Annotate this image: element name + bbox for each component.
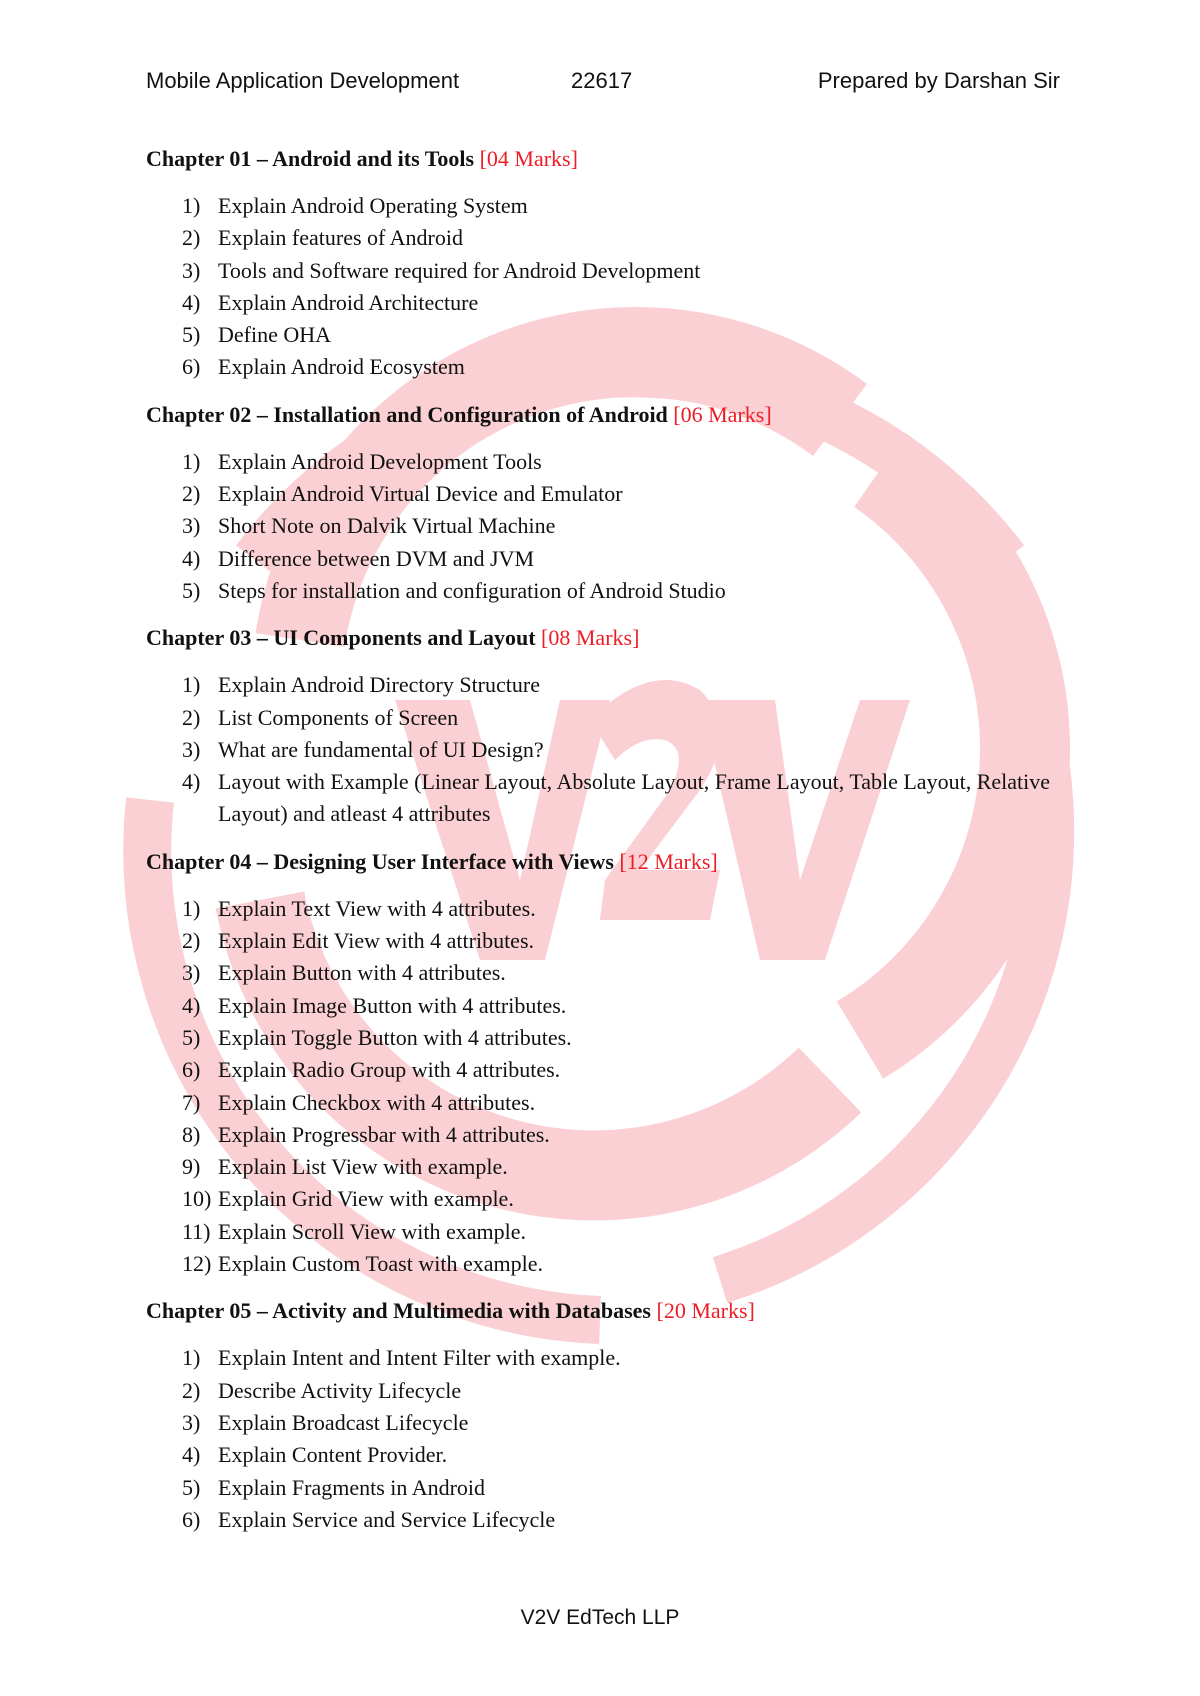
question-item: [146, 543, 1066, 575]
chapter-title: [146, 1296, 1066, 1326]
chapter-section: [146, 144, 1066, 384]
question-number: 3): [182, 736, 201, 762]
question-item: [146, 287, 1066, 319]
page-footer: V2V EdTech LLP: [520, 1606, 680, 1629]
question-number: 7): [182, 1089, 201, 1115]
question-number: 3): [182, 960, 201, 986]
question-text: Explain List View with example.: [218, 1154, 508, 1180]
question-number: 11): [182, 1218, 211, 1244]
chapter-marks: [06 Marks]: [673, 401, 772, 427]
question-text: Explain Fragments in Android: [218, 1474, 486, 1500]
question-text: Explain Toggle Button with 4 attributes.: [218, 1024, 572, 1050]
question-item: [146, 351, 1066, 383]
question-text: Explain Text View with 4 attributes.: [218, 895, 536, 921]
question-item: [146, 1248, 1066, 1280]
header-subject: Mobile Application Development: [146, 68, 460, 93]
page-header: [146, 68, 1060, 108]
question-text: Layout with Example (Linear Layout, Absolute Layout, Frame Layout, Table Layout, Relative Layout) and atleast 4 attributes: [218, 769, 1050, 827]
question-item: [146, 1087, 1066, 1119]
chapter-marks: [08 Marks]: [541, 625, 640, 651]
question-item: [146, 575, 1066, 607]
question-text: Explain Broadcast Lifecycle: [218, 1409, 469, 1435]
question-text: Explain Android Architecture: [218, 289, 479, 315]
question-text: Explain Checkbox with 4 attributes.: [218, 1089, 536, 1115]
chapter-title-text: Chapter 03 – UI Components and Layout: [146, 625, 536, 651]
question-text: List Components of Screen: [218, 704, 459, 730]
question-number: 5): [182, 322, 201, 348]
question-item: [146, 1407, 1066, 1439]
question-text: Explain Android Virtual Device and Emulator: [218, 481, 623, 507]
question-number: 2): [182, 225, 201, 251]
question-item: [146, 925, 1066, 957]
chapter-marks: [12 Marks]: [619, 848, 718, 874]
question-text: Define OHA: [218, 322, 332, 348]
chapter-title: [146, 623, 1066, 653]
question-item: [146, 893, 1066, 925]
question-number: 3): [182, 1409, 201, 1435]
question-number: 3): [182, 257, 201, 283]
question-number: 6): [182, 1057, 201, 1083]
question-item: [146, 1342, 1066, 1374]
question-item: [146, 669, 1066, 701]
question-number: 6): [182, 1506, 201, 1532]
question-number: 2): [182, 481, 201, 507]
chapter-title-text: Chapter 04 – Designing User Interface with Views: [146, 848, 614, 874]
header-code: 22617: [571, 68, 633, 93]
question-number: 1): [182, 448, 201, 474]
question-number: 1): [182, 193, 201, 218]
question-item: [146, 478, 1066, 510]
question-number: 4): [182, 289, 201, 315]
chapter-title-text: Chapter 01 – Android and its Tools: [146, 146, 475, 171]
question-number: 6): [182, 354, 201, 380]
question-number: 2): [182, 1377, 201, 1403]
question-item: [146, 319, 1066, 351]
chapter-title: [146, 400, 1066, 430]
question-text: Explain Grid View with example.: [218, 1186, 514, 1212]
question-number: 5): [182, 1024, 201, 1050]
question-text: What are fundamental of UI Design?: [218, 736, 544, 762]
question-number: 2): [182, 704, 201, 730]
question-number: 1): [182, 1345, 201, 1371]
question-text: Explain Custom Toast with example.: [218, 1251, 543, 1277]
question-item: [146, 1119, 1066, 1151]
question-number: 9): [182, 1154, 201, 1180]
question-item: [146, 1375, 1066, 1407]
question-list: [146, 190, 1066, 384]
chapter-title-text: Chapter 05 – Activity and Multimedia with Databases: [146, 1298, 651, 1324]
question-text: Explain Android Development Tools: [218, 448, 542, 474]
question-text: Describe Activity Lifecycle: [218, 1377, 462, 1403]
chapter-title-text: Chapter 02 – Installation and Configuration of Android: [146, 401, 668, 427]
question-number: 10): [182, 1186, 212, 1212]
question-item: [146, 446, 1066, 478]
question-list: [146, 1342, 1066, 1536]
chapter-section: [146, 847, 1066, 1281]
question-item: [146, 1216, 1066, 1248]
question-text: Explain features of Android: [218, 225, 463, 251]
question-text: Explain Scroll View with example.: [218, 1218, 527, 1244]
question-text: Explain Edit View with 4 attributes.: [218, 928, 535, 954]
chapter-title: [146, 847, 1066, 877]
question-item: [146, 702, 1066, 734]
question-item: [146, 510, 1066, 542]
question-item: [146, 1054, 1066, 1086]
question-number: 4): [182, 769, 201, 795]
question-text: Difference between DVM and JVM: [218, 545, 535, 571]
question-number: 5): [182, 577, 201, 603]
question-text: Explain Service and Service Lifecycle: [218, 1506, 556, 1532]
question-list: [146, 893, 1066, 1281]
question-item: [146, 1151, 1066, 1183]
chapter-list: [146, 144, 1066, 1552]
chapter-section: [146, 623, 1066, 830]
question-number: 1): [182, 672, 201, 698]
question-text: Explain Button with 4 attributes.: [218, 960, 506, 986]
question-item: [146, 1439, 1066, 1471]
question-item: [146, 957, 1066, 989]
question-item: [146, 222, 1066, 254]
question-item: [146, 1472, 1066, 1504]
chapter-section: [146, 400, 1066, 607]
question-item: [146, 190, 1066, 222]
chapter-marks: [20 Marks]: [656, 1298, 755, 1324]
question-text: Explain Android Ecosystem: [218, 354, 465, 380]
question-text: Explain Progressbar with 4 attributes.: [218, 1121, 550, 1147]
question-text: Explain Content Provider.: [218, 1442, 448, 1468]
question-number: 4): [182, 545, 201, 571]
question-item: [146, 734, 1066, 766]
question-item: [146, 1504, 1066, 1536]
question-text: Steps for installation and configuration of Android Studio: [218, 577, 726, 603]
question-text: Explain Intent and Intent Filter with example.: [218, 1345, 621, 1371]
question-text: Explain Image Button with 4 attributes.: [218, 992, 567, 1018]
question-item: [146, 1022, 1066, 1054]
question-text: Explain Android Directory Structure: [218, 672, 540, 698]
question-number: 8): [182, 1121, 201, 1147]
question-number: 4): [182, 992, 201, 1018]
question-text: Short Note on Dalvik Virtual Machine: [218, 513, 556, 539]
question-list: [146, 669, 1066, 830]
header-author: Prepared by Darshan Sir: [817, 68, 1060, 93]
question-item: [146, 255, 1066, 287]
chapter-marks: [04 Marks]: [479, 146, 578, 171]
question-number: 3): [182, 513, 201, 539]
question-number: 1): [182, 895, 201, 921]
question-text: Explain Radio Group with 4 attributes.: [218, 1057, 561, 1083]
question-number: 4): [182, 1442, 201, 1468]
chapter-section: [146, 1296, 1066, 1536]
question-item: [146, 1183, 1066, 1215]
question-item: [146, 990, 1066, 1022]
question-number: 2): [182, 928, 201, 954]
question-number: 5): [182, 1474, 201, 1500]
chapter-title: [146, 144, 1066, 174]
question-item: [146, 766, 1066, 831]
question-list: [146, 446, 1066, 607]
question-text: Tools and Software required for Android Development: [218, 257, 701, 283]
question-number: 12): [182, 1251, 212, 1277]
question-text: Explain Android Operating System: [218, 193, 528, 218]
